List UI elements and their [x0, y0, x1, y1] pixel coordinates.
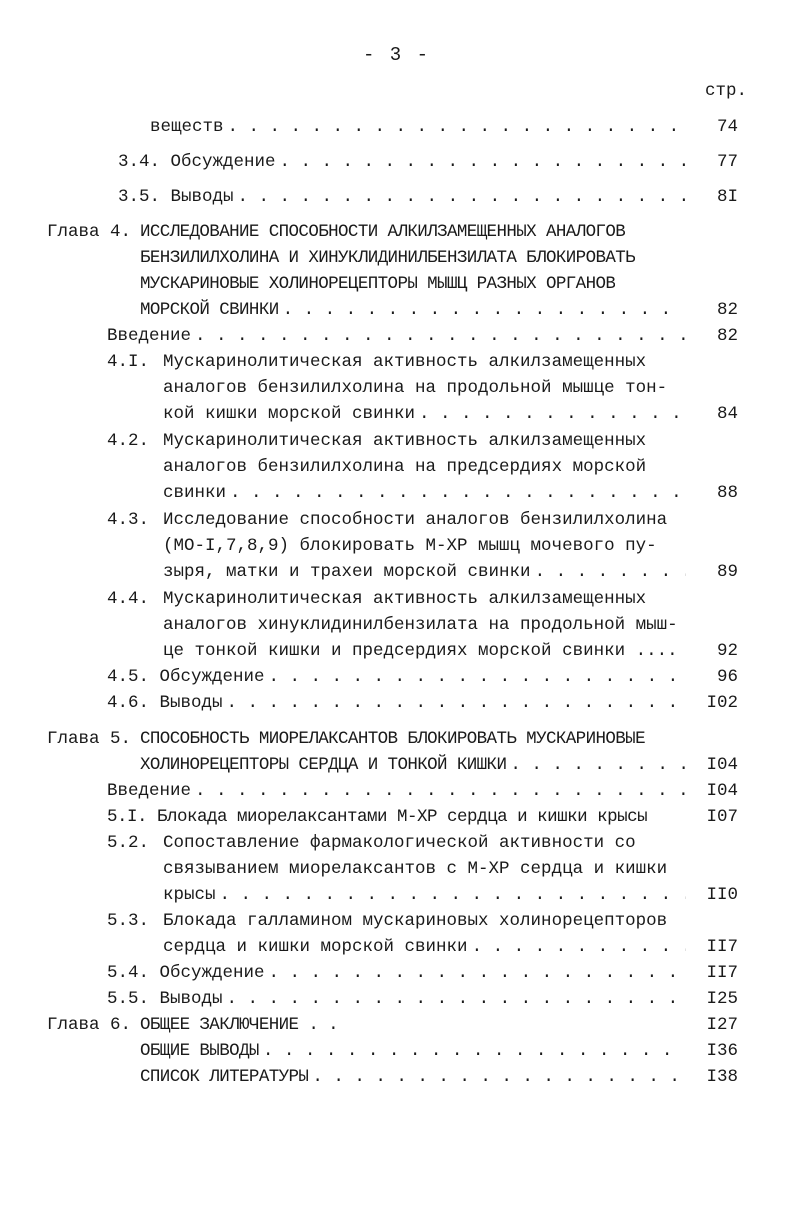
- section-line: Блокада галламином мускариновых холинорецепторов: [163, 911, 668, 931]
- chapter-title-line: ОБЩЕЕ ЗАКЛЮЧЕНИЕ . .: [140, 1015, 339, 1035]
- section-line: Мускаринолитическая активность алкилзамещенных: [163, 589, 647, 609]
- chapter-title-line: СПОСОБНОСТЬ МИОРЕЛАКСАНТОВ БЛОКИРОВАТЬ МУСКАРИНОВЫЕ: [140, 729, 645, 749]
- section-line: кой кишки морской свинки . . .: [163, 403, 686, 425]
- chapter-title-line: БЕНЗИЛИЛХОЛИНА И ХИНУКЛИДИНИЛБЕНЗИЛАТА БЛОКИРОВАТЬ: [140, 248, 636, 268]
- toc-line: 3.4. Обсуждение . . .: [118, 151, 686, 173]
- toc-page: I02: [706, 693, 738, 713]
- section-line: Сопоставление фармакологической активности со: [163, 833, 636, 853]
- section-number: 4.2.: [107, 431, 150, 451]
- toc-page: I04: [706, 755, 738, 775]
- toc-page: 77: [716, 152, 738, 172]
- toc-line: Введение . . .: [107, 325, 686, 347]
- toc-page: 96: [716, 667, 738, 687]
- section-line: аналогов хинуклидинилбензилата на продольной мыш-: [163, 615, 678, 635]
- toc-page: II7: [706, 963, 738, 983]
- chapter-title-line: МОРСКОЙ СВИНКИ . . .: [140, 299, 686, 321]
- section-line: свинки . . .: [163, 482, 686, 504]
- section-line: це тонкой кишки и предсердиях морской свинки ....: [163, 641, 678, 661]
- toc-line: Введение . . .: [107, 780, 686, 802]
- toc-line: СПИСОК ЛИТЕРАТУРЫ . . .: [140, 1066, 686, 1088]
- toc-line: ОБЩИЕ ВЫВОДЫ . . .: [140, 1040, 686, 1062]
- toc-line: 5.5. Выводы . . .: [107, 988, 686, 1010]
- chapter-label: Глава 5.: [47, 729, 132, 749]
- toc-page: II7: [706, 937, 738, 957]
- section-line: Исследование способности аналогов бензилилхолина: [163, 510, 668, 530]
- section-line: Мускаринолитическая активность алкилзамещенных: [163, 431, 647, 451]
- toc-page: I25: [706, 989, 738, 1009]
- section-line: крысы . . .: [163, 884, 686, 906]
- toc-page: II0: [706, 885, 738, 905]
- toc-page: 74: [716, 117, 738, 137]
- toc-page: I38: [706, 1067, 738, 1087]
- toc-line: 5.4. Обсуждение . . .: [107, 962, 686, 984]
- section-number: 5.3.: [107, 911, 150, 931]
- section-line: сердца и кишки морской свинки . . .: [163, 936, 686, 958]
- section-line: аналогов бензилилхолина на продольной мышце тон-: [163, 378, 668, 398]
- section-line: аналогов бензилилхолина на предсердиях морской: [163, 457, 647, 477]
- toc-line: 3.5. Выводы . . .: [118, 186, 686, 208]
- chapter-title-line: ИССЛЕДОВАНИЕ СПОСОБНОСТИ АЛКИЛЗАМЕЩЕННЫХ АНАЛОГОВ: [140, 222, 626, 242]
- page-number: - 3 -: [362, 44, 430, 66]
- toc-line: 4.5. Обсуждение . . .: [107, 666, 686, 688]
- toc-page: 92: [716, 641, 738, 661]
- section-line: зыря, матки и трахеи морской свинки . . .: [163, 561, 686, 583]
- toc-page: I36: [706, 1041, 738, 1061]
- toc-page: 8I: [716, 187, 738, 207]
- section-line: (МО-I,7,8,9) блокировать М-ХР мышц мочевого пу-: [163, 536, 657, 556]
- section-number: 4.I.: [107, 352, 150, 372]
- chapter-title-line: ХОЛИНОРЕЦЕПТОРЫ СЕРДЦА И ТОНКОЙ КИШКИ . . .: [140, 754, 686, 776]
- toc-page: I07: [706, 807, 738, 827]
- section-line: связыванием миорелаксантов с М-ХР сердца и кишки: [163, 859, 668, 879]
- toc-page: 82: [716, 300, 738, 320]
- section-number: 4.4.: [107, 589, 150, 609]
- chapter-label: Глава 6.: [47, 1015, 132, 1035]
- toc-line: 5.I. Блокада миорелаксантами М-ХР сердца и кишки крысы: [107, 807, 648, 827]
- chapter-label: Глава 4.: [47, 222, 132, 242]
- toc-line: веществ . . .: [150, 116, 686, 138]
- toc-page: 89: [716, 562, 738, 582]
- toc-page: 84: [716, 404, 738, 424]
- page-column-label: стр.: [704, 81, 747, 101]
- section-line: Мускаринолитическая активность алкилзамещенных: [163, 352, 647, 372]
- toc-line: 4.6. Выводы . . .: [107, 692, 686, 714]
- toc-page: 82: [716, 326, 738, 346]
- chapter-title-line: МУСКАРИНОВЫЕ ХОЛИНОРЕЦЕПТОРЫ МЫШЦ РАЗНЫХ ОРГАНОВ: [140, 274, 616, 294]
- toc-page: I04: [706, 781, 738, 801]
- toc-page: I27: [706, 1015, 738, 1035]
- section-number: 4.3.: [107, 510, 150, 530]
- toc-page: 88: [716, 483, 738, 503]
- section-number: 5.2.: [107, 833, 150, 853]
